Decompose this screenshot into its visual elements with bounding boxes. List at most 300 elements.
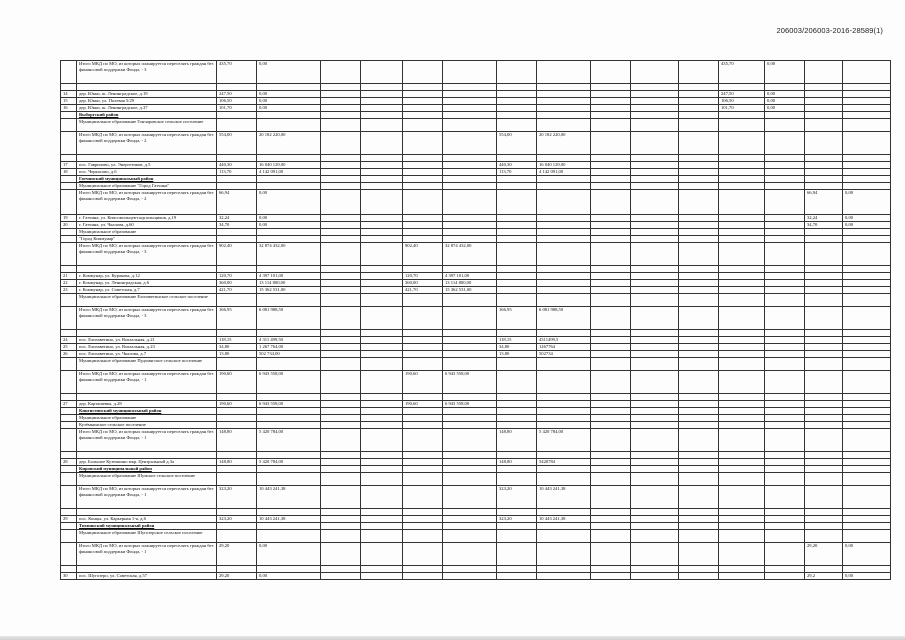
value-cell [217, 330, 257, 337]
value-cell [591, 132, 631, 155]
value-cell: 435,70 [217, 61, 257, 84]
value-cell [805, 112, 843, 119]
row-number [61, 229, 77, 236]
value-cell [843, 459, 891, 466]
value-cell [591, 473, 631, 486]
value-cell [631, 408, 679, 415]
value-cell [361, 190, 403, 215]
value-cell [591, 486, 631, 509]
row-number [61, 358, 77, 371]
row-description: пос. Елизаветино, ул. Чкалова, д.7 [77, 351, 217, 358]
value-cell [765, 337, 805, 344]
value-cell [843, 287, 891, 294]
value-cell [679, 466, 719, 473]
table-row [61, 337, 891, 344]
table-row [61, 351, 891, 358]
row-description: "Город Коммунар" [77, 236, 217, 243]
value-cell [843, 307, 891, 330]
value-cell: 421,70 [217, 287, 257, 294]
row-number [61, 176, 77, 183]
value-cell [361, 215, 403, 222]
value-cell [631, 287, 679, 294]
table-row [61, 401, 891, 408]
value-cell [631, 509, 679, 516]
value-cell [765, 408, 805, 415]
value-cell [805, 394, 843, 401]
row-number: 18 [61, 169, 77, 176]
value-cell [443, 222, 497, 229]
value-cell [361, 516, 403, 523]
value-cell: 0,00 [257, 61, 321, 84]
table-row [61, 91, 891, 98]
value-cell [679, 516, 719, 523]
value-cell [257, 236, 321, 243]
value-cell [591, 294, 631, 307]
value-cell [805, 61, 843, 84]
value-cell [443, 183, 497, 190]
value-cell [591, 266, 631, 273]
value-cell [403, 415, 443, 422]
value-cell: 120,70 [217, 273, 257, 280]
row-description: Муниципальное образование [77, 415, 217, 422]
value-cell [631, 452, 679, 459]
value-cell [843, 466, 891, 473]
value-cell [765, 371, 805, 394]
value-cell [361, 183, 403, 190]
value-cell [217, 394, 257, 401]
value-cell: 113,70 [217, 169, 257, 176]
spacer-row [61, 509, 891, 516]
value-cell [443, 573, 497, 580]
value-cell [443, 473, 497, 486]
value-cell: 360,00 [403, 280, 443, 287]
row-number: 25 [61, 344, 77, 351]
row-description: Кингисеппский муниципальный район [77, 408, 217, 415]
value-cell [719, 516, 765, 523]
value-cell [443, 408, 497, 415]
value-cell [217, 183, 257, 190]
table-row [61, 573, 891, 580]
value-cell [631, 307, 679, 330]
value-cell [443, 543, 497, 566]
value-cell [679, 573, 719, 580]
value-cell [631, 91, 679, 98]
value-cell [591, 566, 631, 573]
value-cell [631, 337, 679, 344]
value-cell [361, 473, 403, 486]
value-cell: 0,00 [257, 573, 321, 580]
value-cell [361, 112, 403, 119]
value-cell [361, 176, 403, 183]
value-cell [719, 466, 765, 473]
value-cell [843, 486, 891, 509]
value-cell [591, 429, 631, 452]
value-cell [537, 394, 591, 401]
value-cell [497, 394, 537, 401]
value-cell [631, 573, 679, 580]
value-cell [679, 236, 719, 243]
row-description: дер. Юкки, ш. Ленинградское, д.19 [77, 91, 217, 98]
value-cell [443, 307, 497, 330]
subtotal-row [61, 132, 891, 155]
scan-edge [0, 636, 905, 640]
value-cell [719, 176, 765, 183]
value-cell [679, 61, 719, 84]
value-cell [361, 162, 403, 169]
value-cell [719, 132, 765, 155]
value-cell [591, 215, 631, 222]
value-cell [843, 105, 891, 112]
value-cell [443, 459, 497, 466]
value-cell [591, 509, 631, 516]
value-cell [805, 169, 843, 176]
value-cell [443, 169, 497, 176]
value-cell: 323,20 [497, 516, 537, 523]
row-number: 29 [61, 516, 77, 523]
value-cell [591, 61, 631, 84]
value-cell: 0,00 [765, 61, 805, 84]
value-cell: 32 874 432,00 [443, 243, 497, 266]
value-cell [679, 229, 719, 236]
value-cell [321, 415, 361, 422]
value-cell [361, 287, 403, 294]
value-cell [257, 112, 321, 119]
value-cell [537, 61, 591, 84]
value-cell [591, 371, 631, 394]
value-cell [321, 401, 361, 408]
value-cell [537, 466, 591, 473]
value-cell [719, 266, 765, 273]
value-cell [591, 243, 631, 266]
value-cell [443, 266, 497, 273]
row-description: Тихвинский муниципальный район [77, 523, 217, 530]
value-cell [537, 229, 591, 236]
row-description: г. Коммунар, ул. Советская, д.7 [77, 287, 217, 294]
spacer-row [61, 266, 891, 273]
value-cell [321, 229, 361, 236]
value-cell [591, 530, 631, 543]
value-cell [765, 294, 805, 307]
value-cell [719, 84, 765, 91]
value-cell [805, 566, 843, 573]
value-cell [361, 530, 403, 543]
row-description: дер. Юкки, ш. Ленинградское, д.37 [77, 105, 217, 112]
value-cell [591, 84, 631, 91]
value-cell [321, 155, 361, 162]
value-cell [679, 429, 719, 452]
value-cell [537, 98, 591, 105]
value-cell [497, 84, 537, 91]
value-cell [537, 415, 591, 422]
value-cell [805, 91, 843, 98]
value-cell: 66,94 [217, 190, 257, 215]
value-cell [321, 183, 361, 190]
row-number: 24 [61, 337, 77, 344]
value-cell [765, 236, 805, 243]
value-cell [805, 401, 843, 408]
value-cell [443, 394, 497, 401]
value-cell [631, 415, 679, 422]
value-cell [403, 516, 443, 523]
row-description [77, 452, 217, 459]
value-cell [217, 566, 257, 573]
value-cell [765, 222, 805, 229]
value-cell [679, 344, 719, 351]
row-description [77, 84, 217, 91]
value-cell [217, 229, 257, 236]
row-number [61, 84, 77, 91]
value-cell [497, 287, 537, 294]
value-cell [321, 573, 361, 580]
value-cell [321, 351, 361, 358]
value-cell: 0,00 [257, 190, 321, 215]
value-cell: 10 443 241,38 [537, 516, 591, 523]
value-cell [257, 119, 321, 132]
value-cell [591, 162, 631, 169]
spacer-row [61, 452, 891, 459]
value-cell [679, 215, 719, 222]
value-cell [631, 459, 679, 466]
value-cell [679, 266, 719, 273]
value-cell [631, 119, 679, 132]
value-cell [361, 119, 403, 132]
value-cell [403, 408, 443, 415]
value-cell: 902,40 [217, 243, 257, 266]
value-cell [537, 287, 591, 294]
value-cell [679, 566, 719, 573]
section-header-row [61, 422, 891, 429]
value-cell [361, 98, 403, 105]
value-cell [217, 155, 257, 162]
value-cell: 13 114 800,00 [257, 280, 321, 287]
value-cell [591, 516, 631, 523]
value-cell: 190,60 [403, 371, 443, 394]
value-cell: 34,70 [217, 222, 257, 229]
value-cell [321, 294, 361, 307]
value-cell: 13,80 [497, 351, 537, 358]
value-cell [843, 236, 891, 243]
value-cell [765, 530, 805, 543]
value-cell [321, 287, 361, 294]
value-cell [403, 452, 443, 459]
value-cell [719, 243, 765, 266]
value-cell [591, 351, 631, 358]
value-cell: 101,70 [719, 105, 765, 112]
value-cell [537, 119, 591, 132]
section-header-row [61, 473, 891, 486]
value-cell [765, 543, 805, 566]
value-cell [361, 543, 403, 566]
value-cell [765, 459, 805, 466]
value-cell [805, 452, 843, 459]
value-cell [679, 84, 719, 91]
value-cell [591, 229, 631, 236]
row-number: 16 [61, 105, 77, 112]
value-cell: 0,00 [843, 215, 891, 222]
value-cell: 6 943 558,00 [443, 371, 497, 394]
value-cell [403, 459, 443, 466]
value-cell [403, 422, 443, 429]
value-cell [443, 516, 497, 523]
row-number: 26 [61, 351, 77, 358]
value-cell [719, 307, 765, 330]
value-cell [843, 566, 891, 573]
value-cell [443, 105, 497, 112]
value-cell: 0,00 [257, 91, 321, 98]
value-cell [537, 155, 591, 162]
value-cell [403, 132, 443, 155]
row-number [61, 543, 77, 566]
value-cell [765, 287, 805, 294]
value-cell [679, 486, 719, 509]
value-cell [403, 523, 443, 530]
value-cell: 4 397 101,00 [257, 273, 321, 280]
row-description: г. Гатчина, ул. Комсомольцев-подпольщиков, д.19 [77, 215, 217, 222]
value-cell [843, 98, 891, 105]
value-cell [631, 294, 679, 307]
value-cell [257, 509, 321, 516]
value-cell: 34,70 [805, 222, 843, 229]
value-cell: 13,80 [217, 351, 257, 358]
value-cell [217, 84, 257, 91]
value-cell: 0,00 [257, 215, 321, 222]
value-cell [719, 530, 765, 543]
value-cell [443, 415, 497, 422]
value-cell [537, 243, 591, 266]
value-cell: 323,20 [217, 516, 257, 523]
value-cell [765, 422, 805, 429]
value-cell [403, 473, 443, 486]
value-cell [361, 229, 403, 236]
value-cell [805, 266, 843, 273]
value-cell [403, 84, 443, 91]
value-cell: 0,00 [843, 222, 891, 229]
value-cell [257, 530, 321, 543]
value-cell [631, 401, 679, 408]
value-cell [537, 523, 591, 530]
section-header-row [61, 415, 891, 422]
section-header-row [61, 183, 891, 190]
value-cell [217, 408, 257, 415]
value-cell [497, 422, 537, 429]
value-cell [631, 105, 679, 112]
value-cell [443, 112, 497, 119]
value-cell [591, 280, 631, 287]
value-cell [765, 394, 805, 401]
value-cell: 0,00 [765, 105, 805, 112]
value-cell: 148,80 [497, 459, 537, 466]
value-cell: 118,15 [217, 337, 257, 344]
value-cell [843, 516, 891, 523]
value-cell [591, 422, 631, 429]
value-cell: 0,00 [843, 573, 891, 580]
value-cell [843, 273, 891, 280]
value-cell [537, 408, 591, 415]
value-cell [719, 280, 765, 287]
value-cell [719, 401, 765, 408]
value-cell [361, 84, 403, 91]
value-cell [843, 394, 891, 401]
value-cell [765, 330, 805, 337]
value-cell [843, 169, 891, 176]
value-cell [631, 273, 679, 280]
value-cell [257, 183, 321, 190]
value-cell [765, 155, 805, 162]
value-cell [497, 91, 537, 98]
value-cell: 4 142 091,00 [537, 169, 591, 176]
value-cell [719, 215, 765, 222]
value-cell: 166,95 [217, 307, 257, 330]
row-number [61, 509, 77, 516]
value-cell [843, 91, 891, 98]
value-cell [679, 273, 719, 280]
value-cell [719, 236, 765, 243]
value-cell [257, 523, 321, 530]
value-cell [765, 307, 805, 330]
value-cell [403, 61, 443, 84]
value-cell [361, 330, 403, 337]
subtotal-row [61, 543, 891, 566]
value-cell [805, 273, 843, 280]
value-cell [443, 337, 497, 344]
value-cell [679, 222, 719, 229]
row-description: Муниципальное образование [77, 229, 217, 236]
value-cell [361, 155, 403, 162]
value-cell [443, 422, 497, 429]
value-cell [217, 523, 257, 530]
resettlement-table [60, 60, 891, 580]
value-cell [631, 422, 679, 429]
value-cell [403, 183, 443, 190]
value-cell [679, 287, 719, 294]
value-cell: 148,80 [217, 459, 257, 466]
row-number: 22 [61, 280, 77, 287]
value-cell [591, 183, 631, 190]
value-cell [361, 573, 403, 580]
value-cell [843, 330, 891, 337]
value-cell [765, 429, 805, 452]
value-cell [217, 112, 257, 119]
row-number [61, 330, 77, 337]
row-number: 21 [61, 273, 77, 280]
value-cell [257, 566, 321, 573]
value-cell [719, 294, 765, 307]
value-cell [257, 358, 321, 371]
value-cell [497, 358, 537, 371]
value-cell [537, 215, 591, 222]
value-cell [537, 222, 591, 229]
value-cell [591, 573, 631, 580]
value-cell: 66,94 [805, 190, 843, 215]
value-cell [631, 229, 679, 236]
value-cell [443, 429, 497, 452]
value-cell [765, 351, 805, 358]
row-description: пос. Елизаветино, ул. Вокзальная, д.21 [77, 337, 217, 344]
value-cell: 148,80 [217, 429, 257, 452]
value-cell [765, 280, 805, 287]
value-cell [497, 473, 537, 486]
value-cell [361, 415, 403, 422]
value-cell [361, 344, 403, 351]
value-cell [257, 155, 321, 162]
value-cell [403, 337, 443, 344]
row-description: Муниципальное образование Гончаровское сельское поселение [77, 119, 217, 132]
value-cell [591, 222, 631, 229]
value-cell [679, 280, 719, 287]
value-cell [403, 486, 443, 509]
value-cell: 190,60 [217, 371, 257, 394]
row-description: Гатчинский муниципальный район [77, 176, 217, 183]
